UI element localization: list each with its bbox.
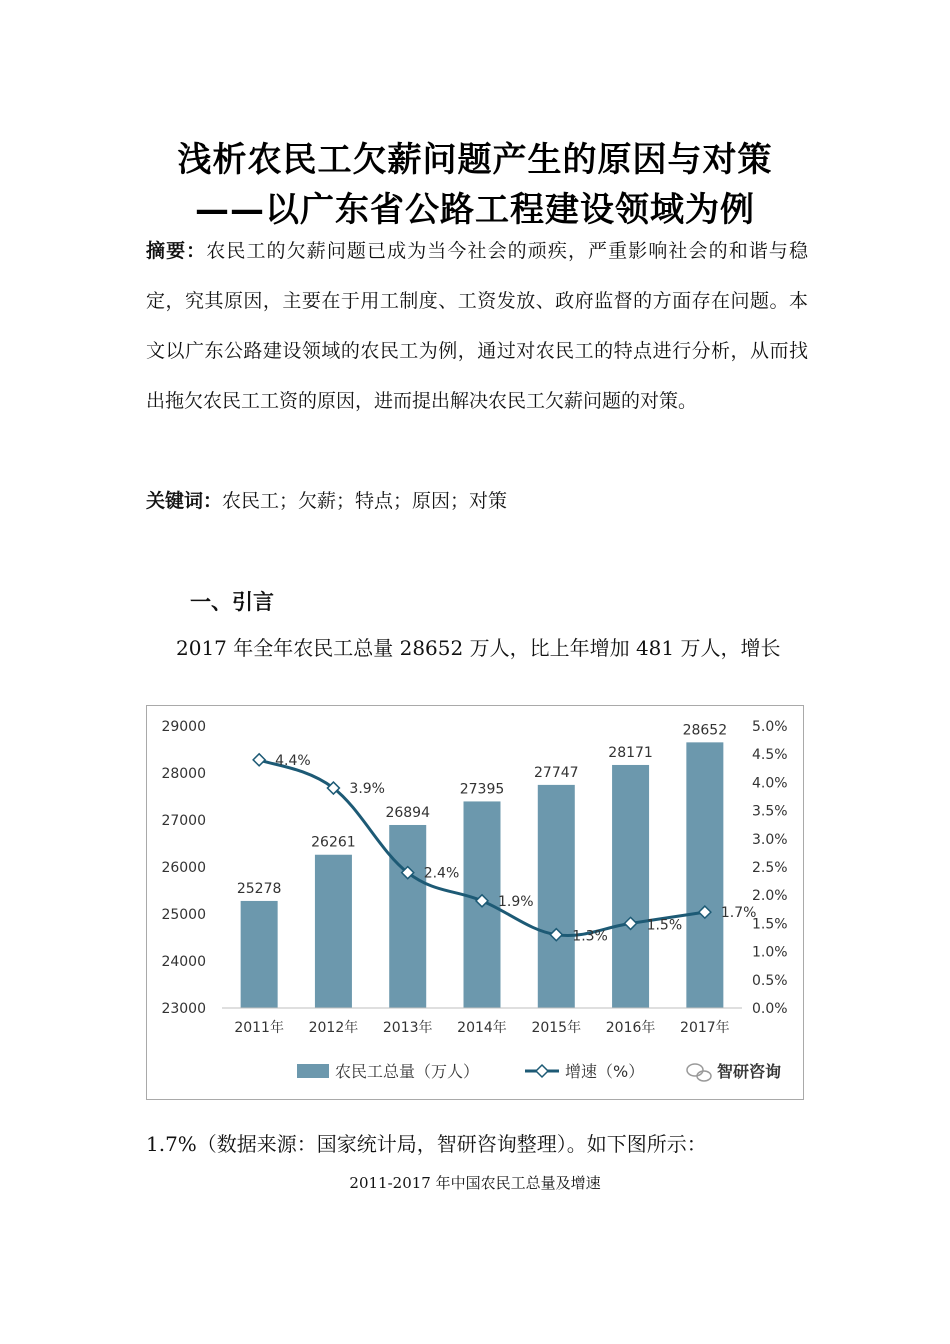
watermark-logo-text: 智研咨询 (717, 1062, 782, 1081)
legend-line-label: 增速（%） (565, 1062, 645, 1081)
bar-data-label: 28171 (608, 744, 653, 761)
category-label: 2012年 (308, 1020, 359, 1036)
growth-rate-data-label: 2.4% (423, 865, 460, 882)
right-axis-tick-label: 3.5% (752, 803, 788, 820)
growth-rate-marker (253, 754, 265, 766)
right-axis-tick-label: 3.0% (752, 831, 788, 848)
population-chart (146, 705, 804, 1100)
right-axis-tick-label: 5.0% (752, 719, 788, 735)
bar-data-label: 25278 (236, 880, 282, 897)
growth-rate-data-label: 1.5% (646, 917, 683, 934)
category-label: 2016年 (605, 1020, 656, 1036)
figure-caption: 2011-2017 年中国农民工总量及增速 (349, 1174, 601, 1192)
growth-rate-data-label: 1.7% (720, 905, 757, 922)
left-axis-tick-label: 24000 (161, 954, 206, 970)
category-label: 2014年 (457, 1020, 507, 1036)
document-title-line2: ——以广东省公路工程建设领域为例 (195, 190, 755, 230)
legend-bar-swatch (297, 1064, 329, 1078)
growth-rate-data-label: 1.9% (498, 893, 534, 910)
document-title-line1: 浅析农民工欠薪问题产生的原因与对策 (177, 140, 773, 180)
right-axis-tick-label: 4.0% (752, 775, 788, 792)
growth-rate-data-label: 4.4% (275, 752, 311, 769)
bar-data-label: 28652 (682, 722, 728, 739)
right-axis-tick-label: 4.5% (752, 747, 788, 764)
bar-data-label: 26261 (311, 834, 356, 851)
bar-total (315, 855, 352, 1008)
abstract-text: 农民工的欠薪问题已成为当今社会的顽疾，严重影响社会的和谐与稳定，究其原因，主要在于用工制度、工资发放、政府监督的方面存在问题。本文以广东公路建设领域的农民工为例，通过对农民工的特点进行分析，从而找出拖欠农民工工资的原因，进而提出解决农民工欠薪问题的对策。 (146, 240, 808, 412)
bar-total (389, 825, 426, 1008)
growth-rate-data-label: 1.3% (572, 928, 608, 945)
right-axis-tick-label: 0.0% (752, 1001, 788, 1017)
section-heading: 一、引言 (190, 590, 274, 614)
bar-total (538, 785, 575, 1008)
intro-text-line1: 2017 年全年农民工总量 28652 万人，比上年增加 481 万人，增长 (176, 636, 781, 660)
right-axis-tick-label: 1.0% (752, 944, 788, 961)
bar-data-label: 27747 (534, 764, 579, 781)
keywords-paragraph (146, 476, 808, 526)
bar-total (241, 901, 278, 1008)
bar-total (686, 742, 723, 1008)
right-axis-tick-label: 1.5% (752, 916, 788, 933)
left-axis-tick-label: 26000 (161, 860, 206, 876)
right-axis-tick-label: 2.0% (752, 888, 788, 905)
keywords-text: 农民工；欠薪；特点；原因；对策 (222, 490, 508, 512)
left-axis-tick-label: 29000 (161, 719, 206, 735)
legend-diamond-marker (536, 1065, 548, 1077)
right-axis-tick-label: 2.5% (752, 860, 788, 876)
abstract-label: 摘要： (146, 240, 207, 262)
category-label: 2011年 (234, 1020, 284, 1036)
left-axis-tick-label: 28000 (161, 766, 206, 782)
keywords-label: 关键词： (146, 490, 223, 512)
right-axis-tick-label: 0.5% (752, 972, 788, 989)
left-axis-tick-label: 25000 (161, 907, 206, 923)
intro-text-line2: 1.7%（数据来源：国家统计局，智研咨询整理）。如下图所示： (146, 1132, 707, 1156)
bar-data-label: 26894 (385, 804, 430, 821)
wechat-icon (687, 1064, 711, 1081)
abstract-paragraph (146, 226, 808, 426)
left-axis-tick-label: 23000 (161, 1001, 206, 1017)
legend-bar-label: 农民工总量（万人） (335, 1062, 480, 1081)
bar-total (612, 765, 649, 1008)
growth-rate-data-label: 3.9% (349, 781, 386, 798)
category-label: 2017年 (680, 1020, 730, 1036)
chart-canvas (147, 706, 803, 1099)
left-axis-tick-label: 27000 (161, 813, 206, 829)
category-label: 2015年 (531, 1020, 582, 1036)
bar-data-label: 27395 (459, 781, 505, 798)
category-label: 2013年 (382, 1020, 433, 1036)
